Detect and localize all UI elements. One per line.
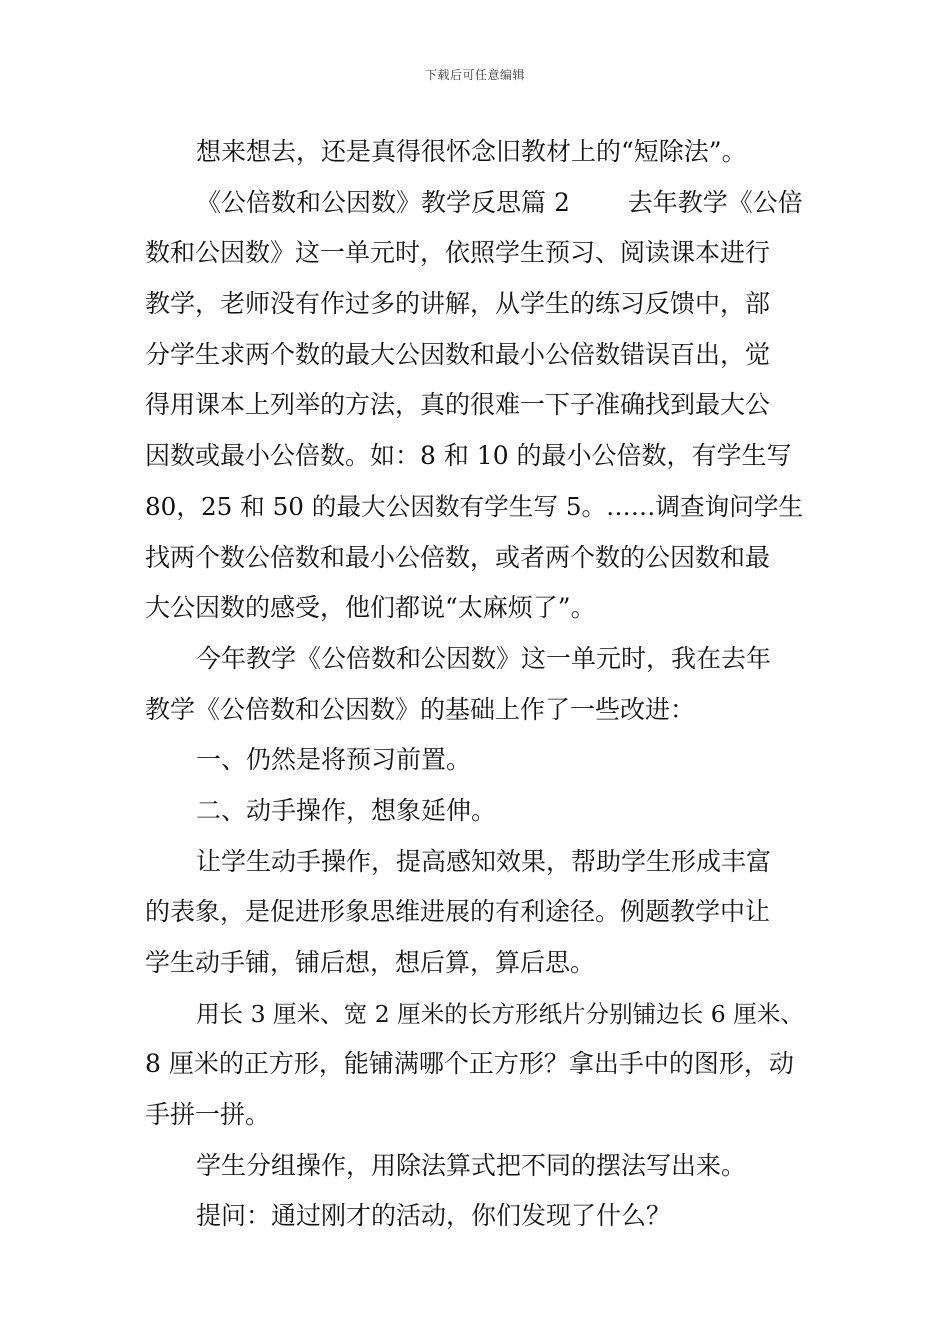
page-header: 下载后可任意编辑 [424,68,525,82]
text-line: 8 厘米的正方形，能铺满哪个正方形？拿出手中的图形，动 [145,1049,794,1079]
text-line: 手拼一拼。 [145,1100,271,1130]
text-line: 80，25 和 50 的最大公因数有学生写 5。……调查询问学生 [145,491,804,521]
text-line: 让学生动手操作，提高感知效果，帮助学生形成丰富 [196,846,772,876]
text-line: 得用课本上列举的方法，真的很难一下子准确找到最大公 [145,390,771,420]
text-line: 今年教学《公倍数和公因数》这一单元时，我在去年 [196,643,772,673]
text-line: 教学，老师没有作过多的讲解，从学生的练习反馈中，部 [145,289,771,319]
text-line: 分学生求两个数的最大公因数和最小公倍数错误百出，觉 [145,339,771,369]
text-line: 一、仍然是将预习前置。 [196,745,472,775]
text-line: 的表象，是促进形象思维进展的有利途径。例题教学中让 [145,897,771,927]
text-line: 《公倍数和公因数》教学反思篇 2 去年教学《公倍 [196,187,803,217]
document-body [145,127,810,1242]
text-line: 学生分组操作，用除法算式把不同的摆法写出来。 [196,1150,747,1180]
text-line: 找两个数公倍数和最小公倍数，或者两个数的公因数和最 [145,542,771,572]
text-line: 二、动手操作，想象延伸。 [196,795,497,825]
text-line: 数和公因数》这一单元时，依照学生预习、阅读课本进行 [145,238,771,268]
text-line: 提问：通过刚才的活动，你们发现了什么？ [196,1201,672,1231]
text-line: 因数或最小公倍数。如：8 和 10 的最小公倍数，有学生写 [145,441,792,471]
text-line: 想来想去，还是真得很怀念旧教材上的“短除法”。 [196,137,747,166]
text-line: 学生动手铺，铺后想，想后算，算后思。 [145,948,596,977]
text-line: 大公因数的感受，他们都说“太麻烦了”。 [145,593,596,623]
text-line: 教学《公倍数和公因数》的基础上作了一些改进： [145,694,696,724]
text-line: 用长 3 厘米、宽 2 厘米的长方形纸片分别铺边长 6 厘米、 [196,999,804,1028]
